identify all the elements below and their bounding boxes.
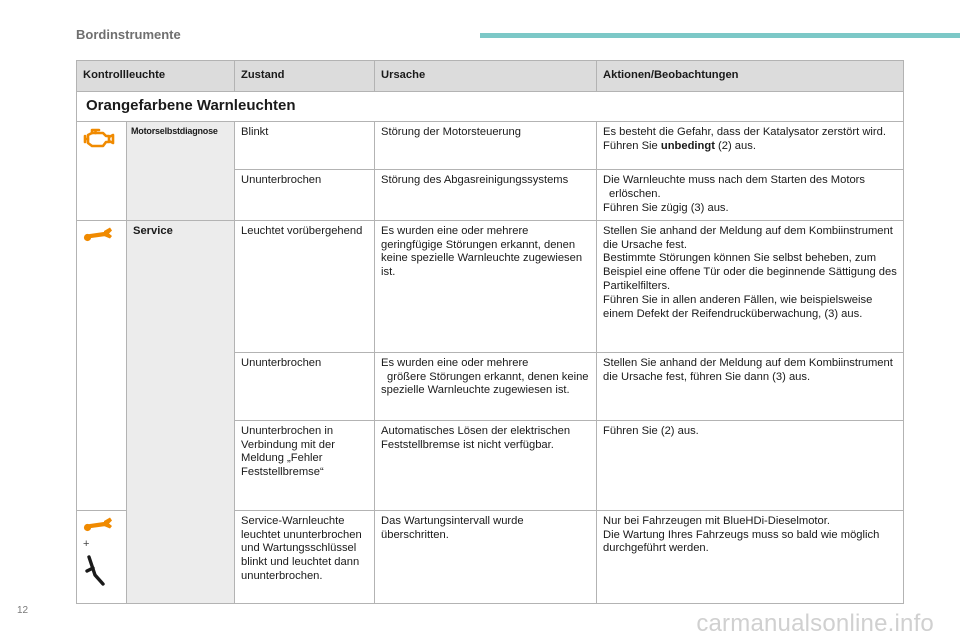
zustand-cell: Blinkt bbox=[235, 122, 375, 170]
zustand-cell: Ununterbrochen in Verbindung mit der Meldung „Fehler Feststellbremse“ bbox=[235, 420, 375, 510]
aktion-cell: Stellen Sie anhand der Meldung auf dem Kombiinstrument die Ursache fest, führen Sie dann (3) aus. bbox=[597, 352, 904, 420]
chapter-title: Bordinstrumente bbox=[76, 27, 181, 42]
aktion-text: Führen Sie zügig (3) aus. bbox=[603, 201, 729, 214]
chapter-accent-bar bbox=[480, 33, 960, 38]
aktion-emphasis: unbedingt bbox=[660, 139, 715, 152]
aktion-text: Die Warnleuchte muss nach dem Starten des Motors bbox=[603, 174, 865, 186]
section-title: Orangefarbene Warnleuchten bbox=[77, 92, 904, 122]
ursache-cell: Störung des Abgasreinigungssystems bbox=[375, 170, 597, 221]
aktion-text: Stellen Sie anhand der Meldung auf dem Kombiinstrument die Ursache fest. bbox=[603, 224, 893, 251]
ursache-cell: Es wurden eine oder mehrere geringfügige Störungen erkannt, denen keine spezielle Warnleuchte zugewiesen ist. bbox=[375, 220, 597, 352]
page-number: 12 bbox=[17, 605, 29, 616]
service-key-warning-cell bbox=[77, 510, 127, 603]
warning-lights-table bbox=[76, 60, 904, 604]
ursache-cell bbox=[375, 352, 597, 420]
aktion-cell bbox=[597, 122, 904, 170]
aktion-cell bbox=[597, 510, 904, 603]
ursache-text: Es wurden eine oder mehrere bbox=[381, 356, 529, 369]
column-header-kontrollleuchte: Kontrollleuchte bbox=[77, 61, 235, 92]
plus-sign: + bbox=[83, 537, 90, 550]
ursache-cell: Automatisches Lösen der elektrischen Feststellbremse ist nicht verfügbar. bbox=[375, 420, 597, 510]
table-row bbox=[77, 220, 904, 352]
aktion-text: Nur bei Fahrzeugen mit BlueHDi-Dieselmotor. bbox=[603, 514, 830, 527]
aktion-text: Bestimmte Störungen können Sie selbst beheben, zum Beispiel eine offene Tür oder die beginnende Sättigung des Partikelfilters. bbox=[603, 252, 897, 293]
service-key-icon bbox=[83, 551, 109, 587]
watermark: carmanualsonline.info bbox=[696, 610, 934, 637]
aktion-text: (2) aus. bbox=[714, 139, 756, 152]
zustand-cell: Ununterbrochen bbox=[235, 352, 375, 420]
aktion-text: erlöschen. bbox=[609, 187, 661, 200]
service-warning-cell bbox=[77, 220, 127, 510]
zustand-cell: Ununterbrochen bbox=[235, 170, 375, 221]
ursache-cell: Störung der Motorsteuerung bbox=[375, 122, 597, 170]
aktion-text: Führen Sie bbox=[603, 139, 661, 152]
column-header-aktionen: Aktionen/Beobachtungen bbox=[597, 61, 904, 92]
aktion-cell bbox=[597, 170, 904, 221]
column-header-zustand: Zustand bbox=[235, 61, 375, 92]
zustand-cell: Leuchtet vorübergehend bbox=[235, 220, 375, 352]
aktion-cell: Führen Sie (2) aus. bbox=[597, 420, 904, 510]
column-header-ursache: Ursache bbox=[375, 61, 597, 92]
ursache-cell: Das Wartungsintervall wurde überschritten. bbox=[375, 510, 597, 603]
warning-name-service: Service bbox=[127, 220, 235, 603]
engine-icon bbox=[83, 126, 115, 150]
aktion-text: Es besteht die Gefahr, dass der Katalysator zerstört wird. bbox=[603, 126, 886, 138]
zustand-cell: Service-Warnleuchte leuchtet ununterbrochen und Wartungsschlüssel blinkt und leuchtet dann ununterbrochen. bbox=[235, 510, 375, 603]
table-row bbox=[77, 122, 904, 170]
wrench-icon bbox=[83, 515, 113, 533]
aktion-text: Die Wartung Ihres Fahrzeugs muss so bald wie möglich durchgeführt werden. bbox=[603, 528, 880, 555]
table-header-row bbox=[77, 61, 904, 92]
engine-warning-cell bbox=[77, 122, 127, 221]
section-row bbox=[77, 92, 904, 122]
warning-name-motorselbstdiagnose: Motorselbstdiagnose bbox=[127, 122, 235, 221]
ursache-text: größere Störungen erkannt, denen keine spezielle Warnleuchte zugewiesen ist. bbox=[381, 370, 589, 397]
wrench-icon bbox=[83, 225, 113, 243]
aktion-cell bbox=[597, 220, 904, 352]
aktion-text: Führen Sie in allen anderen Fällen, wie beispielsweise einem Defekt der Reifendrucküberwachung, (3) aus. bbox=[603, 294, 873, 321]
